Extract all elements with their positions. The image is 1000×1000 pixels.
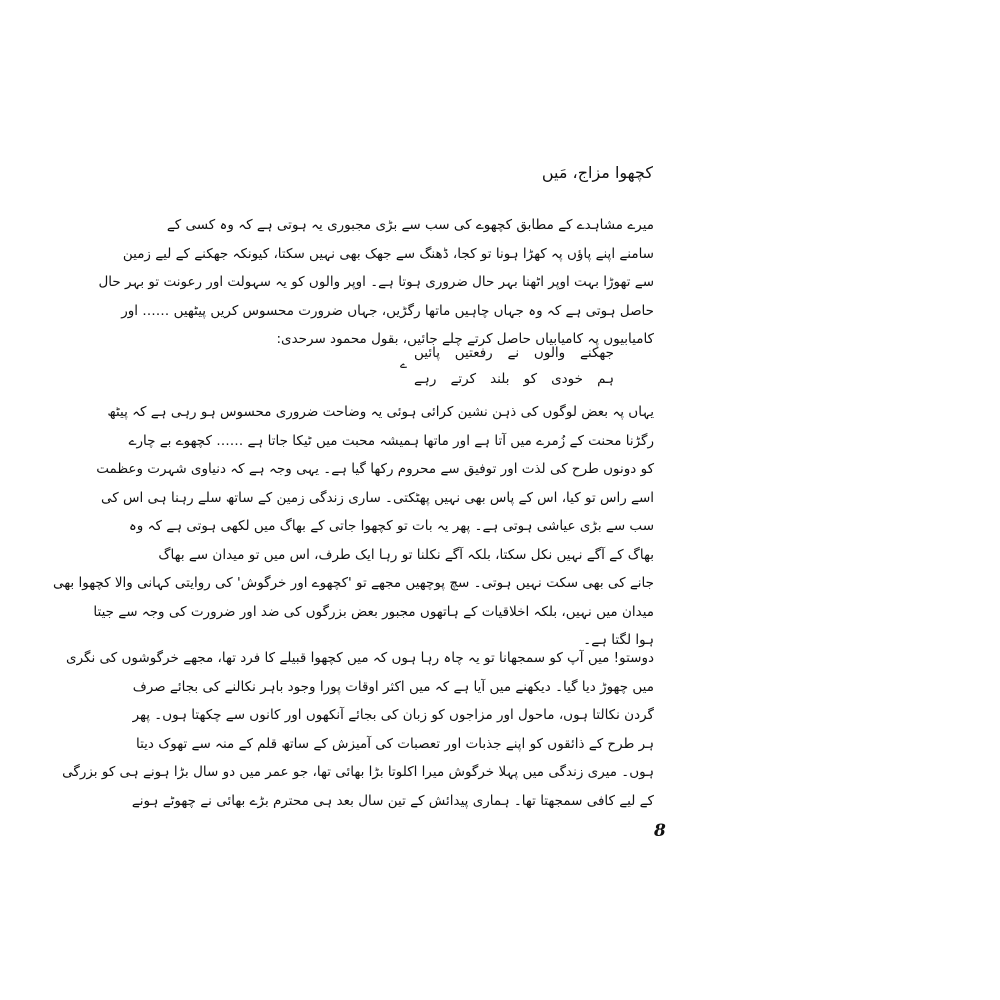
text-line: گردن نکالتا ہوں، ماحول اور مزاجوں کو زبان کی بجائے آنکھوں اور کانوں سے چکھتا ہوں۔ پھر (132, 707, 654, 723)
paragraph-2 (52, 398, 654, 655)
text-line: میرے مشاہدے کے مطابق کچھوے کی سب سے بڑی مجبوری یہ ہوتی ہے کہ وہ کسی کے (166, 217, 654, 233)
text-line: سامنے اپنے پاؤں پہ کھڑا ہونا تو کجا، ڈھنگ سے جھک بھی نہیں سکتا، کیونکہ جھکنے کے لیے زمین (122, 245, 654, 262)
text-line: ہوں۔ میری زندگی میں پہلا خرگوش میرا اکلوتا بڑا بھائی تھا، جو عمر میں دو سال بڑا ہونے ہی کو بزرگی (62, 764, 654, 780)
verse-line-2: ہم خودی کو بلند کرتے رہے (414, 371, 614, 387)
running-header: کچھوا مزاج، مَیں (541, 163, 653, 182)
text-line: یہاں پہ بعض لوگوں کی ذہن نشین کرائی ہوئی یہ وضاحت ضروری محسوس ہو رہی ہے کہ پیٹھ (107, 404, 654, 420)
text-line: سب سے بڑی عیاشی ہوتی ہے۔ پھر یہ بات تو کچھوا جاتی کے بھاگ میں لکھی ہوتی ہے کہ وہ (128, 518, 654, 534)
text-line: رگڑنا محنت کے زُمرے میں آتا ہے اور ماتھا ہمیشہ محبت میں ٹیکا جاتا ہے …… کچھوے بے چارے (128, 432, 654, 449)
text-line: ہوا لگتا ہے۔ (583, 632, 654, 648)
text-line: سے تھوڑا بہت اوپر اٹھنا بہر حال ضروری ہوتا ہے۔ اوپر والوں کو یہ سہولت اور رعونت تو بہر حال (98, 274, 654, 290)
text-line: میں چھوڑ دیا گیا۔ دیکھنے میں آیا ہے کہ میں اکثر اوقات پورا وجود باہر نکالنے کی بجائے صرف (132, 678, 654, 695)
text-line: کو دونوں طرح کی لذت اور توفیق سے محروم رکھا گیا ہے۔ یہی وجہ ہے کہ دنیاوی شہرت وعظمت (96, 461, 654, 477)
text-line: ہر طرح کے ذائقوں کو اپنے جذبات اور تعصبات کی آمیزش کے ساتھ قلم کے منہ سے تھوک دیتا (135, 735, 654, 752)
text-line: حاصل ہوتی ہے کہ وہ جہاں چاہیں ماتھا رگڑیں، جہاں ضرورت محسوس کریں پیٹھیں …… اور (121, 302, 654, 319)
text-line: اسے راس تو کیا، اس کے پاس بھی نہیں پھٹکتی۔ ساری زندگی زمین کے ساتھ سلے رہنا ہی اس کی (101, 489, 654, 506)
text-line: جانے کی بھی سکت نہیں ہوتی۔ سچ پوچھیں مجھے تو 'کچھوے اور خرگوش' کی روایتی کہانی والا کچھوا بھی (52, 575, 654, 591)
text-line: کامیابیوں پہ کامیابیاں حاصل کرتے چلے جائیں، بقول محمود سرحدی: (276, 331, 654, 347)
text-line: دوستو! میں آپ کو سمجھانا تو یہ چاہ رہا ہوں کہ میں کچھوا قبیلے کا فرد تھا، مجھے خرگوشوں کی نگری (66, 650, 654, 666)
text-line: کے لیے کافی سمجھتا تھا۔ ہماری پیدائش کے تین سال بعد ہی محترم بڑے بھائی نے چھوٹے ہونے (131, 792, 654, 809)
text-line: بھاگ کے آگے نہیں نکل سکتا، بلکہ آگے نکلنا تو رہا ایک طرف، اس میں تو میدان سے بھاگ (158, 546, 654, 563)
paragraph-1 (98, 211, 654, 354)
text-line: میدان میں نہیں، بلکہ اخلاقیات کے ہاتھوں مجبور بعض بزرگوں کی ضد اور ضرورت کی وجہ سے جیتا (93, 603, 654, 620)
page-number: 8 (654, 821, 666, 841)
verse-line-1: جھکنے والوں نے رفعتیں پائیں (414, 345, 614, 361)
verse-mark: ے (400, 357, 408, 371)
paragraph-3 (62, 644, 654, 815)
